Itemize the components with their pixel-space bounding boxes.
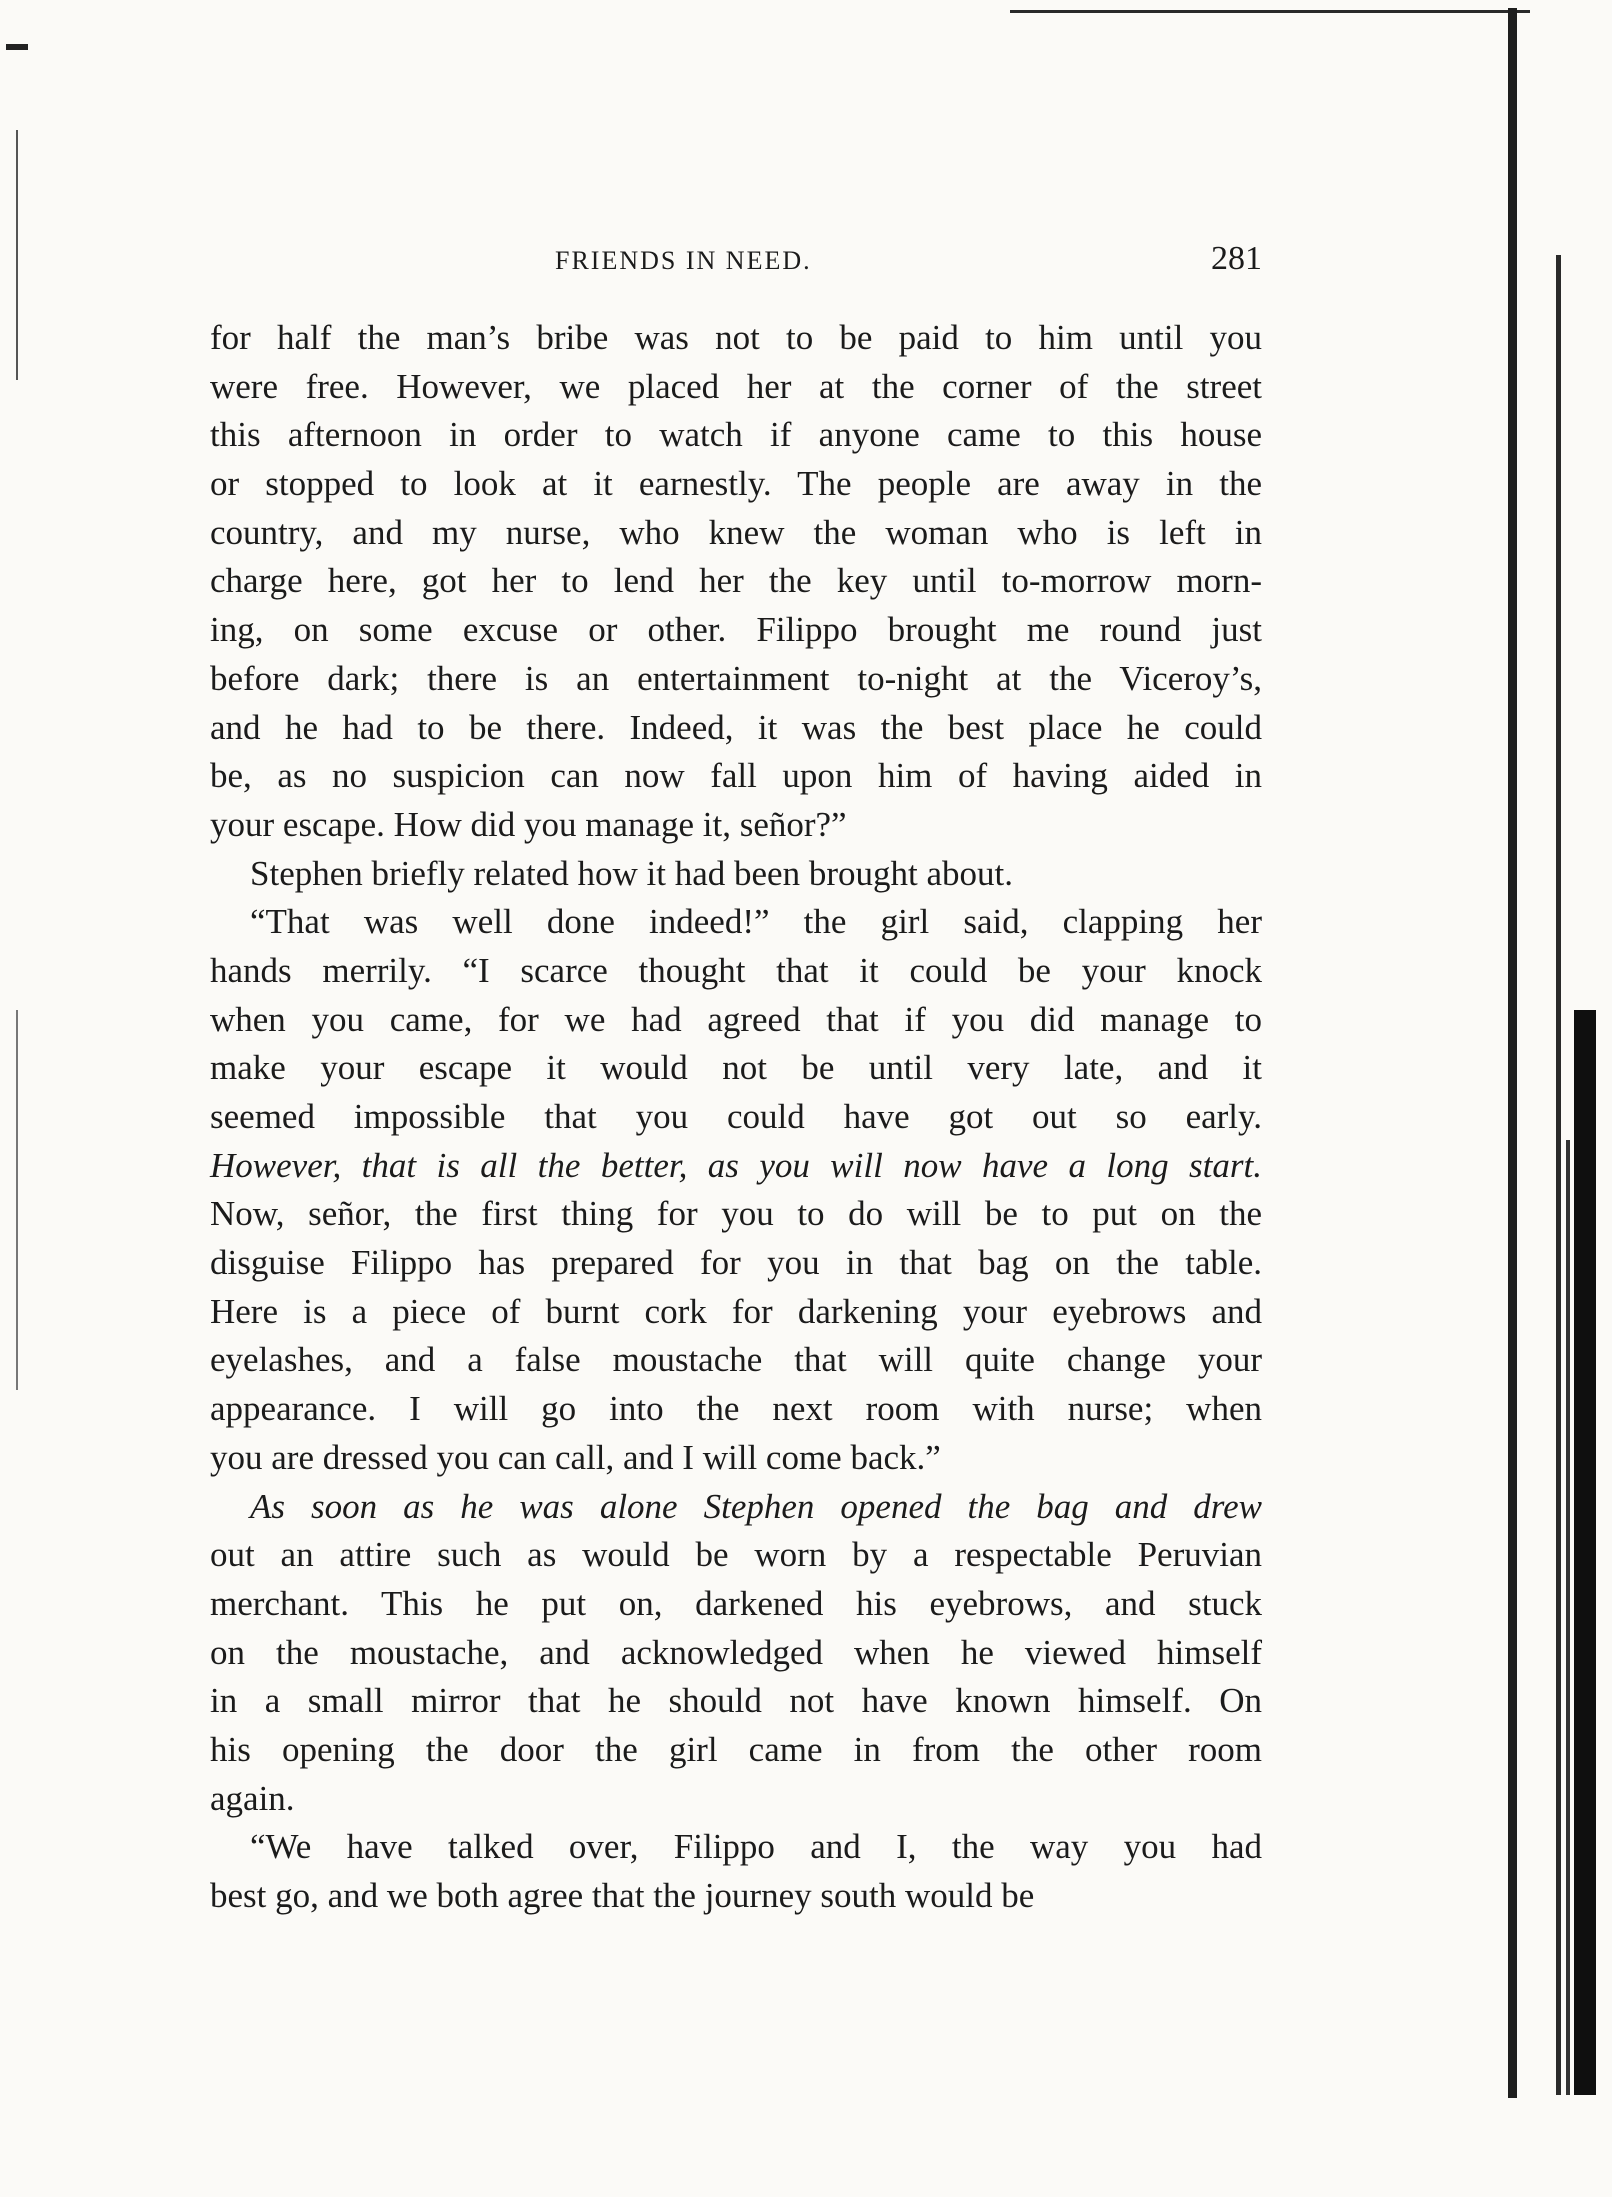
text-line: in a small mirror that he should not have known himself. On (210, 1681, 1262, 1721)
text-line: As soon as he was alone Stephen opened the bag and drew (250, 1486, 1262, 1526)
text-line: or stopped to look at it earnestly. The people are away in the (210, 464, 1262, 504)
text-line: ing, on some excuse or other. Filippo brought me round just (210, 610, 1262, 650)
text-line: appearance. I will go into the next room with nurse; when (210, 1389, 1262, 1429)
text-line: when you came, for we had agreed that if you did manage to (210, 999, 1262, 1039)
text-line: Here is a piece of burnt cork for darkening your eyebrows and (210, 1291, 1262, 1331)
text-line: you are dressed you can call, and I will come back.” (210, 1437, 941, 1477)
text-line: seemed impossible that you could have got out so early. (210, 1097, 1262, 1136)
text-line: this afternoon in order to watch if anyone came to this house (210, 415, 1262, 455)
binding-edge (1574, 1010, 1596, 2095)
paragraph (210, 314, 1262, 850)
text-line: hands merrily. “I scarce thought that it could be your knock (210, 950, 1262, 990)
running-head: FRIENDS IN NEED. (555, 246, 812, 275)
body-text (210, 314, 1262, 1921)
text-line: disguise Filippo has prepared for you in that bag on the table. (210, 1243, 1262, 1283)
text-line: Now, señor, the first thing for you to do will be to put on the (210, 1194, 1262, 1234)
binding-edge (1508, 8, 1517, 2098)
text-line: out an attire such as would be worn by a respectable Peruvian (210, 1535, 1262, 1575)
text-line: merchant. This he put on, darkened his eyebrows, and stuck (210, 1583, 1262, 1623)
page-number: 281 (1211, 240, 1262, 277)
text-line: However, that is all the better, as you will now have a long start. (210, 1145, 1262, 1185)
text-line: for half the man’s bribe was not to be paid to him until you (210, 318, 1262, 357)
binding-edge (1556, 255, 1561, 2095)
text-line: “We have talked over, Filippo and I, the way you had (250, 1827, 1262, 1867)
scan-mark (16, 1010, 18, 1390)
text-line: and he had to be there. Indeed, it was the best place he could (210, 707, 1262, 747)
paragraph (210, 850, 1262, 899)
text-line: before dark; there is an entertainment to-night at the Viceroy’s, (210, 658, 1262, 698)
text-line: were free. However, we placed her at the corner of the street (210, 366, 1262, 406)
text-line: country, and my nurse, who knew the woman who is left in (210, 512, 1262, 552)
paragraph (210, 1823, 1262, 1920)
paragraph (210, 898, 1262, 1482)
text-line: charge here, got her to lend her the key until to-morrow morn- (210, 561, 1262, 601)
text-line: again. (210, 1778, 295, 1818)
text-line: Stephen briefly related how it had been brought about. (250, 853, 1013, 893)
text-line: “That was well done indeed!” the girl said, clapping her (250, 902, 1262, 942)
text-line: his opening the door the girl came in from the other room (210, 1729, 1262, 1769)
paragraph (210, 1483, 1262, 1824)
binding-edge (1566, 1140, 1570, 2095)
scan-edge-line (1010, 10, 1530, 13)
text-line: make your escape it would not be until very late, and it (210, 1048, 1262, 1088)
page-header (210, 240, 1270, 290)
text-line: be, as no suspicion can now fall upon him of having aided in (210, 756, 1262, 796)
scan-mark (16, 130, 18, 380)
text-line: best go, and we both agree that the journey south would be (210, 1876, 1035, 1915)
text-line: eyelashes, and a false moustache that will quite change your (210, 1340, 1262, 1380)
text-line: on the moustache, and acknowledged when he viewed himself (210, 1632, 1262, 1672)
text-line: your escape. How did you manage it, señor?” (210, 804, 847, 844)
scan-mark (6, 44, 28, 50)
